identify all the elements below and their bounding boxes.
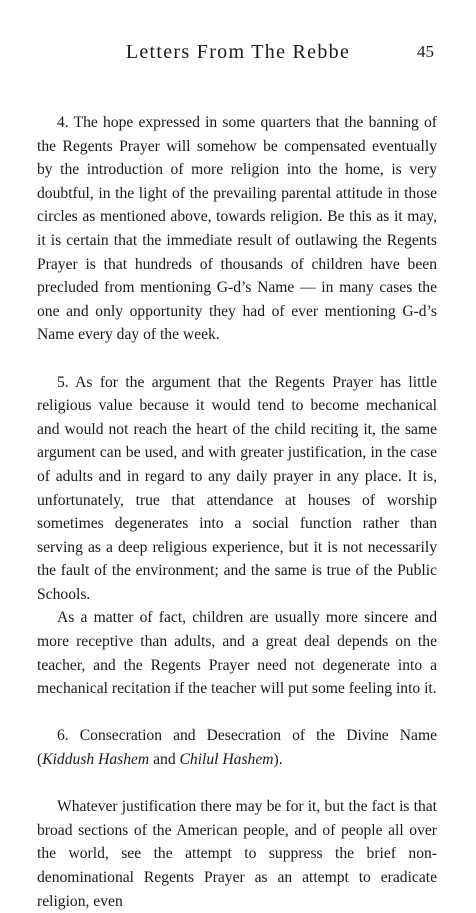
paragraph-4: 4. The hope expressed in some quarters that the banning of the Regents Prayer will somehow be compensated eventually by the introduction of more religion into the home, is very doubtful, in the light of the prevailing parental attitude in those circles as mentioned above, towards religion. Be this as it may, it is certain that the immediate result of outlawing the Regents Prayer is that hundreds of thousands of children have been precluded from mentioning G-d’s Name — in many cases the one and only opportunity they had of ever mentioning G-d’s Name every day of the week.	[37, 114, 437, 344]
term-kiddush-hashem: Kiddush Hashem	[42, 751, 150, 769]
heading-suffix: ).	[273, 751, 283, 769]
heading-prefix: 6. Consecration and Desecration of the Divine Name (	[37, 727, 437, 769]
heading-middle: and	[149, 751, 180, 769]
page-body	[37, 111, 437, 913]
paragraph-6: Whatever justification there may be for it, but the fact is that broad sections of the American people, and of people all over the world, see the attempt to suppress the brief non-denominational Regents Prayer as an attempt to eradicate religion, even	[37, 798, 437, 910]
paragraph-5-continued: As a matter of fact, children are usually more sincere and more receptive than adults, and a great deal depends on the teacher, and the Regents Prayer need not degenerate into a mechanical recitation if the teacher will put some feeling into it.	[37, 609, 437, 698]
paragraph-5: 5. As for the argument that the Regents Prayer has little religious value because it would tend to become mechanical and would not reach the heart of the child reciting it, the same argument can be used, and with greater justification, in the case of adults and in regard to any daily prayer in any place. It is, unfortunately, true that attendance at houses of worship sometimes degenerates into a social function rather than serving as a deep religious experience, but it is not necessarily the fault of the environment; and the same is true of the Public Schools.	[37, 373, 437, 603]
page-number: 45	[417, 42, 434, 61]
section-6-heading	[37, 724, 437, 771]
running-header	[0, 41, 476, 67]
running-title: Letters From The Rebbe	[125, 41, 351, 63]
term-chilul-hashem: Chilul Hashem	[179, 751, 274, 769]
